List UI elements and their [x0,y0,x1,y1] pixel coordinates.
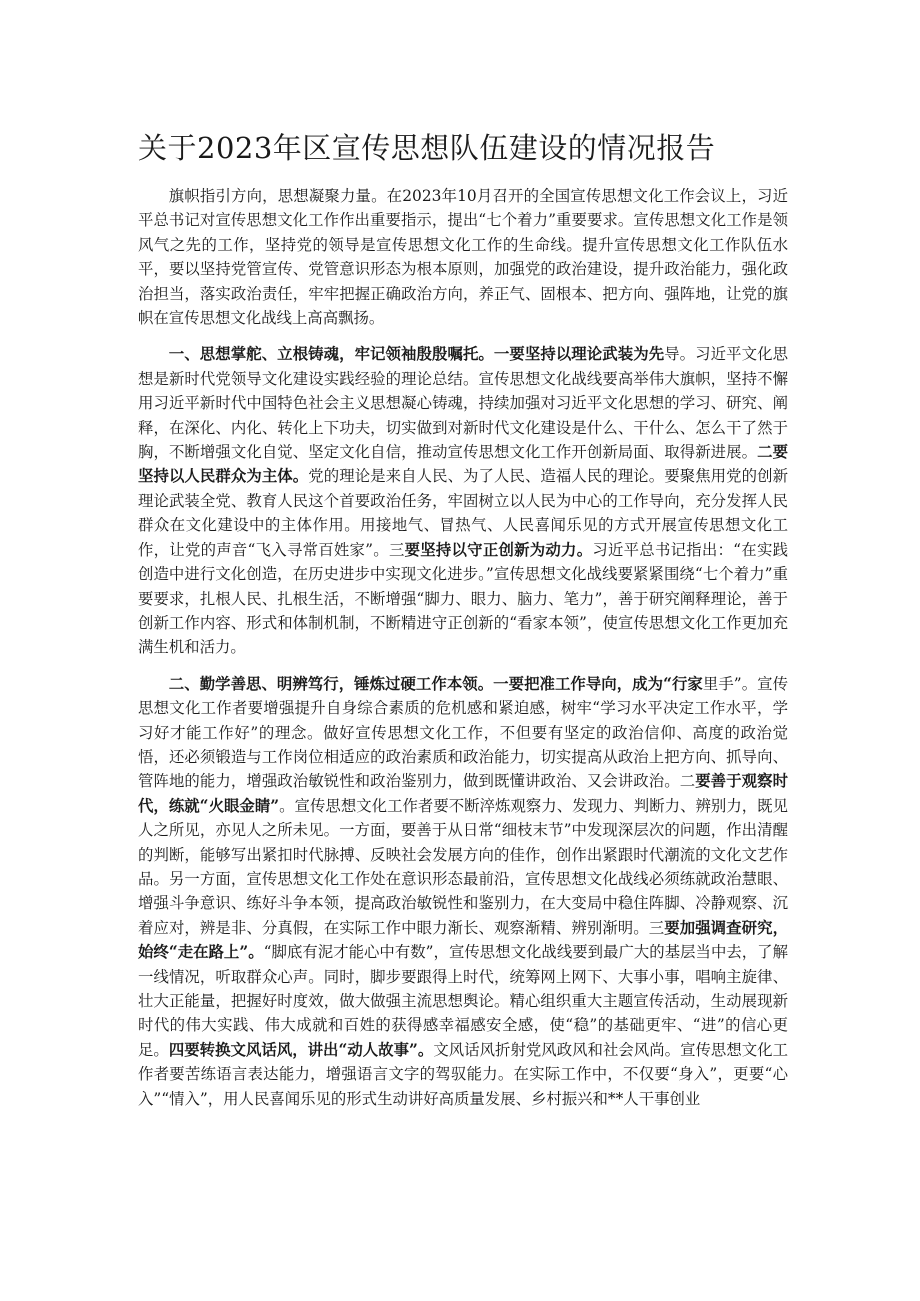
section-2-point-4-heading: 四要转换文风话风，讲出“动人故事”。 [168,1040,434,1059]
section-1-point-2-text: 党的理论是来自人民、为了人民、造福人民的理论。要聚焦用党的创新理论武装全党、教育人民这个首要政治任务，牢固树立以人民为中心的工作导向，充分发挥人民群众在文化建设中的主体作用。用接地气、冒热气、人民喜闻乐见的方式开展宣传思想文化工作，让党的声音“飞入寻常百姓家”。三 [138,467,788,559]
section-2-point-1-heading: 一要把准工作导向，成为“行家 [493,674,703,693]
section-2-point-3-text: “脚底有泥才能心中有数”，宣传思想文化战线要到最广大的基层当中去，了解一线情况，听取群众心声。同时，脚步要跟得上时代，统筹网上网下、大事小事，唱响主旋律、壮大正能量，把握好时度效，做大做强主流思想舆论。精心组织重大主题宣传活动，生动展现新时代的伟大实践、伟大成就和百姓的获得感幸福感安全感，使“稳”的基础更牢、“进”的信心更足。 [138,943,788,1059]
section-2-point-2-text: 。宣传思想文化工作者要不断淬炼观察力、发现力、判断力、辨别力，既见人之所见，亦见人之所未见。一方面，要善于从日常“细枝末节”中发现深层次的问题，作出清醒的判断，能够写出紧扣时代脉搏、反映社会发展方向的佳作，创作出紧跟时代潮流的文化文艺作品。另一方面，宣传思想文化工作处在意识形态最前沿，宣传思想文化战线必须练就政治慧眼、增强斗争意识、练好斗争本领，提高政治敏锐性和鉴别力，在大变局中稳住阵脚、冷静观察、沉着应对，辨是非、分真假，在实际工作中眼力渐长、观察渐精、辨别渐明。三 [138,796,788,937]
section-2-heading: 二、勤学善思、明辨笃行，锤炼过硬工作本领。 [168,674,494,693]
section-1-point-3-text: 习近平总书记指出：“在实践创造中进行文化创造，在历史进步中实现文化进步。”宣传思想文化战线要紧紧围绕“七个着力”重要要求，扎根人民、扎根生活，不断增强“脚力、眼力、脑力、笔力”，善于研究阐释理论，善于创新工作内容、形式和体制机制，不断精进守正创新的“看家本领”，使宣传思想文化工作更加充满生机和活力。 [138,540,788,657]
section-2-point-4-text: 文风话风折射党风政风和社会风尚。宣传思想文化工作者要苦练语言表达能力，增强语言文字的驾驭能力。在实际工作中，不仅要“身入”，更要“心入”“情入”，用人民喜闻乐见的形式生动讲好高质量发展、乡村振兴和**人干事创业 [138,1040,788,1108]
section-1-paragraph [138,342,788,659]
section-2-paragraph [138,672,788,1111]
section-1-point-2-heading: 二要坚持以人民群众为主体。 [138,443,788,486]
section-2-point-3-heading: 要加强调查研究，始终“走在路上”。 [138,918,788,962]
document-page [138,128,788,1111]
section-1-heading: 一、思想掌舵、立根铸魂，牢记领袖殷殷嘱托。 [168,345,494,364]
section-2-point-1-text: 里手”。宣传思想文化工作者要增强提升自身综合素质的危机感和紧迫感，树牢“学习水平决定工作水平，学习好才能工作好”的理念。做好宣传思想文化工作，不但要有坚定的政治信仰、高度的政治觉悟，还必须锻造与工作岗位相适应的政治素质和政治能力，切实提高从政治上把方向、抓导向、管阵地的能力，增强政治敏锐性和政治鉴别力，做到既懂讲政治、又会讲政治。二 [138,674,788,791]
document-title: 关于2023年区宣传思想队伍建设的情况报告 [138,131,716,165]
section-2-point-2-heading: 要善于观察时代，练就“火眼金睛” [138,772,788,815]
intro-paragraph: 旗帜指引方向，思想凝聚力量。在2023年10月召开的全国宣传思想文化工作会议上，习近平总书记对宣传思想文化工作作出重要指示，提出“七个着力”重要要求。宣传思想文化工作是领风气之先的工作，坚持党的领导是宣传思想文化工作的生命线。提升宣传思想文化工作队伍水平，要以坚持党管宣传、党管意识形态为根本原则，加强党的政治建设，提升政治能力，强化政治担当，落实政治责任，牢牢把握正确政治方向，养正气、固根本、把方向、强阵地，让党的旗帜在宣传思想文化战线上高高飘扬。 [138,187,788,328]
section-1-point-1-heading: 一要坚持以理论武装为先 [493,345,665,364]
section-1-point-3-heading: 要坚持以守正创新为动力。 [404,540,593,559]
section-1-point-1-text: 导。习近平文化思想是新时代党领导文化建设实践经验的理论总结。宣传思想文化战线要高举伟大旗帜，坚持不懈用习近平新时代中国特色社会主义思想凝心铸魂，持续加强对习近平文化思想的学习、研究、阐释，在深化、内化、转化上下功夫，切实做到对新时代文化建设是什么、干什么、怎么干了然于胸，不断增强文化自觉、坚定文化自信，推动宣传思想文化工作开创新局面、取得新进展。 [138,345,788,462]
